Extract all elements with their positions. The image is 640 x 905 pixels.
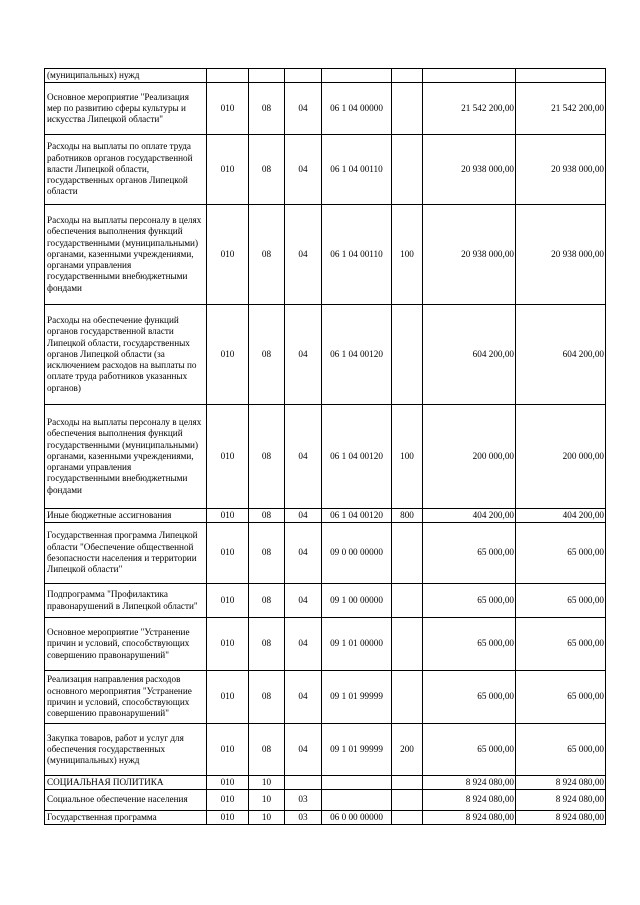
- cell-expense-type: [392, 523, 423, 584]
- cell-sum-2: 8 924 080,00: [516, 776, 606, 790]
- table-row: [45, 509, 606, 523]
- cell-sum-1: 65 000,00: [423, 724, 516, 776]
- cell-sum-1: 8 924 080,00: [423, 790, 516, 811]
- cell-target-article: 06 1 04 00120: [322, 509, 392, 523]
- cell-subsection: 04: [285, 671, 322, 724]
- cell-subsection: 04: [285, 724, 322, 776]
- cell-target-article: 06 1 04 00120: [322, 305, 392, 405]
- cell-expense-type: [392, 671, 423, 724]
- cell-subsection: 04: [285, 405, 322, 509]
- cell-sum-1: [423, 69, 516, 83]
- cell-grbs: 010: [207, 618, 249, 671]
- table-row: [45, 69, 606, 83]
- cell-grbs: 010: [207, 790, 249, 811]
- cell-grbs: 010: [207, 83, 249, 135]
- cell-expense-type: [392, 584, 423, 618]
- cell-target-article: [322, 776, 392, 790]
- cell-expense-type: 200: [392, 724, 423, 776]
- cell-subsection: [285, 69, 322, 83]
- cell-expense-type: [392, 776, 423, 790]
- cell-sum-1: 20 938 000,00: [423, 205, 516, 305]
- table-row: [45, 135, 606, 205]
- cell-section: 08: [249, 584, 285, 618]
- row-name: Подпрограмма "Профилактика правонарушений в Липецкой области": [45, 584, 207, 618]
- cell-sum-2: 65 000,00: [516, 523, 606, 584]
- cell-section: 08: [249, 523, 285, 584]
- table-row: [45, 405, 606, 509]
- cell-subsection: 04: [285, 509, 322, 523]
- table-row: [45, 811, 606, 825]
- cell-expense-type: [392, 811, 423, 825]
- cell-sum-2: 200 000,00: [516, 405, 606, 509]
- cell-sum-1: 8 924 080,00: [423, 776, 516, 790]
- cell-grbs: [207, 69, 249, 83]
- cell-sum-2: 8 924 080,00: [516, 811, 606, 825]
- cell-subsection: 04: [285, 135, 322, 205]
- cell-subsection: [285, 776, 322, 790]
- table-row: [45, 790, 606, 811]
- table-row: [45, 584, 606, 618]
- row-name: Социальное обеспечение населения: [45, 790, 207, 811]
- cell-grbs: 010: [207, 135, 249, 205]
- row-name: Иные бюджетные ассигнования: [45, 509, 207, 523]
- cell-expense-type: 100: [392, 405, 423, 509]
- cell-grbs: 010: [207, 724, 249, 776]
- cell-section: 08: [249, 618, 285, 671]
- cell-expense-type: [392, 790, 423, 811]
- table-row: [45, 205, 606, 305]
- cell-expense-type: [392, 618, 423, 671]
- cell-sum-1: 20 938 000,00: [423, 135, 516, 205]
- cell-sum-2: 8 924 080,00: [516, 790, 606, 811]
- row-name: Основное мероприятие "Устранение причин и условий, способствующих совершению правонарушений": [45, 618, 207, 671]
- cell-section: 08: [249, 405, 285, 509]
- cell-expense-type: 100: [392, 205, 423, 305]
- table-row: [45, 776, 606, 790]
- cell-target-article: 06 0 00 00000: [322, 811, 392, 825]
- cell-sum-2: 65 000,00: [516, 618, 606, 671]
- row-name: Реализация направления расходов основного мероприятия "Устранение причин и условий, способствующих совершению правонарушений": [45, 671, 207, 724]
- table-row: [45, 618, 606, 671]
- cell-expense-type: [392, 135, 423, 205]
- cell-sum-2: 21 542 200,00: [516, 83, 606, 135]
- cell-sum-1: 604 200,00: [423, 305, 516, 405]
- cell-section: [249, 69, 285, 83]
- cell-grbs: 010: [207, 305, 249, 405]
- cell-target-article: 06 1 04 00110: [322, 135, 392, 205]
- cell-section: 08: [249, 83, 285, 135]
- cell-subsection: 04: [285, 584, 322, 618]
- cell-section: 08: [249, 135, 285, 205]
- cell-target-article: 06 1 04 00000: [322, 83, 392, 135]
- cell-expense-type: [392, 305, 423, 405]
- row-name: Закупка товаров, работ и услуг для обеспечения государственных (муниципальных) нужд: [45, 724, 207, 776]
- cell-grbs: 010: [207, 811, 249, 825]
- cell-section: 08: [249, 671, 285, 724]
- table-row: [45, 671, 606, 724]
- cell-section: 08: [249, 305, 285, 405]
- table-row: [45, 523, 606, 584]
- row-name: Расходы на выплаты по оплате труда работников органов государственной власти Липецкой области, государственных органов Липецкой области: [45, 135, 207, 205]
- cell-target-article: [322, 69, 392, 83]
- cell-sum-2: 20 938 000,00: [516, 205, 606, 305]
- cell-sum-2: 404 200,00: [516, 509, 606, 523]
- cell-subsection: 04: [285, 618, 322, 671]
- cell-subsection: 04: [285, 305, 322, 405]
- cell-section: 10: [249, 790, 285, 811]
- cell-grbs: 010: [207, 584, 249, 618]
- table-row: [45, 83, 606, 135]
- budget-table: [44, 68, 606, 825]
- row-name: Расходы на выплаты персоналу в целях обеспечения выполнения функций государственными (муниципальными) органами, казенными учреждениями, органами управления государственными внебюджетными фондами: [45, 205, 207, 305]
- cell-target-article: 09 0 00 00000: [322, 523, 392, 584]
- cell-section: 10: [249, 776, 285, 790]
- cell-sum-1: 65 000,00: [423, 671, 516, 724]
- cell-subsection: 03: [285, 790, 322, 811]
- cell-grbs: 010: [207, 671, 249, 724]
- cell-sum-2: 65 000,00: [516, 671, 606, 724]
- cell-sum-1: 21 542 200,00: [423, 83, 516, 135]
- cell-sum-1: 8 924 080,00: [423, 811, 516, 825]
- cell-grbs: 010: [207, 523, 249, 584]
- cell-grbs: 010: [207, 205, 249, 305]
- table-row: [45, 724, 606, 776]
- cell-grbs: 010: [207, 776, 249, 790]
- table-row: [45, 305, 606, 405]
- cell-target-article: 06 1 04 00120: [322, 405, 392, 509]
- cell-section: 10: [249, 811, 285, 825]
- row-name: Основное мероприятие "Реализация мер по развитию сферы культуры и искусства Липецкой области": [45, 83, 207, 135]
- cell-subsection: 04: [285, 83, 322, 135]
- row-name: Расходы на выплаты персоналу в целях обеспечения выполнения функций государственными (муниципальными) органами, казенными учреждениями, органами управления государственными внебюджетными фондами: [45, 405, 207, 509]
- cell-sum-1: 200 000,00: [423, 405, 516, 509]
- cell-sum-2: 20 938 000,00: [516, 135, 606, 205]
- cell-sum-2: [516, 69, 606, 83]
- cell-sum-2: 65 000,00: [516, 724, 606, 776]
- cell-subsection: 03: [285, 811, 322, 825]
- cell-subsection: 04: [285, 523, 322, 584]
- cell-target-article: 09 1 00 00000: [322, 584, 392, 618]
- row-name: (муниципальных) нужд: [45, 69, 207, 83]
- cell-target-article: 09 1 01 99999: [322, 671, 392, 724]
- cell-sum-1: 65 000,00: [423, 523, 516, 584]
- row-name: СОЦИАЛЬНАЯ ПОЛИТИКА: [45, 776, 207, 790]
- cell-target-article: 09 1 01 00000: [322, 618, 392, 671]
- cell-subsection: 04: [285, 205, 322, 305]
- cell-grbs: 010: [207, 405, 249, 509]
- cell-target-article: [322, 790, 392, 811]
- cell-section: 08: [249, 205, 285, 305]
- cell-section: 08: [249, 724, 285, 776]
- cell-sum-2: 65 000,00: [516, 584, 606, 618]
- row-name: Государственная программа Липецкой области "Обеспечение общественной безопасности населения и территории Липецкой области": [45, 523, 207, 584]
- cell-section: 08: [249, 509, 285, 523]
- cell-expense-type: [392, 69, 423, 83]
- cell-sum-1: 65 000,00: [423, 618, 516, 671]
- cell-target-article: 06 1 04 00110: [322, 205, 392, 305]
- cell-sum-1: 404 200,00: [423, 509, 516, 523]
- cell-sum-1: 65 000,00: [423, 584, 516, 618]
- row-name: Расходы на обеспечение функций органов государственной власти Липецкой области, государственных органов Липецкой области (за исключением расходов на выплаты по оплате труда работников указанных органов): [45, 305, 207, 405]
- cell-expense-type: 800: [392, 509, 423, 523]
- cell-grbs: 010: [207, 509, 249, 523]
- row-name: Государственная программа: [45, 811, 207, 825]
- cell-expense-type: [392, 83, 423, 135]
- cell-target-article: 09 1 01 99999: [322, 724, 392, 776]
- cell-sum-2: 604 200,00: [516, 305, 606, 405]
